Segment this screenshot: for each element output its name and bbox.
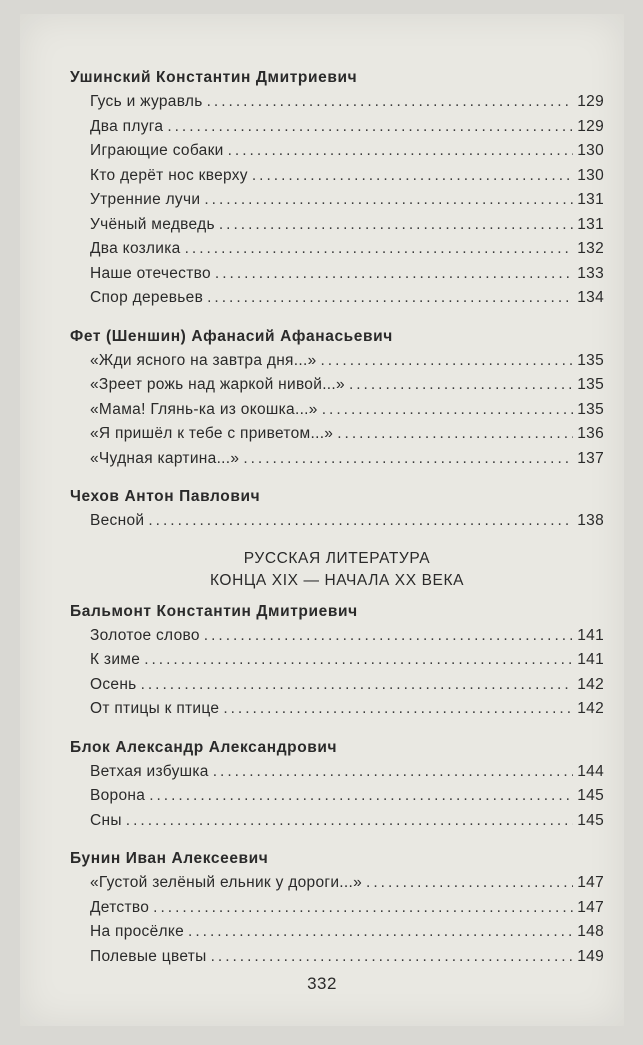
entry-page-number: 145 bbox=[577, 787, 604, 804]
entry-page-number: 142 bbox=[577, 675, 604, 693]
toc-entry bbox=[70, 871, 604, 896]
dot-leader bbox=[188, 920, 573, 945]
dot-leader bbox=[141, 673, 574, 698]
toc-entry bbox=[70, 115, 604, 140]
entry-page-number: 138 bbox=[577, 512, 604, 529]
entry-title: Ворона bbox=[90, 787, 146, 804]
entry-page-number: 148 bbox=[577, 923, 604, 940]
entry-title: Два козлика bbox=[90, 240, 181, 257]
entry-page-number: 135 bbox=[577, 351, 604, 369]
entry-title: «Жди ясного на завтра дня...» bbox=[90, 351, 317, 369]
entry-page-number: 141 bbox=[577, 651, 604, 668]
entry-title: «Густой зелёный ельник у дороги...» bbox=[90, 874, 363, 891]
toc-entry bbox=[70, 809, 604, 834]
dot-leader bbox=[243, 447, 573, 472]
toc-entry bbox=[70, 286, 604, 311]
entry-title: Гусь и журавль bbox=[90, 93, 203, 110]
entry-page-number: 141 bbox=[577, 626, 604, 644]
toc-entry bbox=[70, 509, 604, 534]
section-heading-line-2: КОНЦА XIX — НАЧАЛА XX ВЕКА bbox=[209, 571, 465, 589]
toc-entry bbox=[70, 920, 604, 945]
toc-block-turn-of-century bbox=[70, 600, 604, 970]
entry-page-number: 147 bbox=[577, 874, 604, 891]
entry-page-number: 149 bbox=[577, 947, 604, 965]
entry-page-number: 135 bbox=[577, 400, 604, 418]
entry-title: Осень bbox=[90, 675, 137, 693]
entry-title: Золотое слово bbox=[90, 626, 200, 644]
dot-leader bbox=[207, 90, 574, 115]
toc-entry bbox=[70, 447, 604, 472]
author-heading: Блок Александр Александрович bbox=[70, 738, 338, 756]
toc-entry bbox=[70, 262, 604, 287]
toc-entry bbox=[70, 188, 604, 213]
entry-page-number: 145 bbox=[577, 811, 604, 829]
entry-title: Полевые цветы bbox=[90, 947, 207, 965]
book-page bbox=[20, 14, 624, 1026]
toc-entry bbox=[70, 673, 604, 698]
toc-entry bbox=[70, 349, 604, 374]
dot-leader bbox=[215, 262, 573, 287]
author-heading: Бальмонт Константин Дмитриевич bbox=[70, 602, 358, 620]
dot-leader bbox=[223, 697, 573, 722]
dot-leader bbox=[148, 509, 573, 534]
entry-page-number: 142 bbox=[577, 700, 604, 717]
dot-leader bbox=[322, 398, 574, 423]
entry-page-number: 133 bbox=[577, 264, 604, 282]
entry-page-number: 136 bbox=[577, 425, 604, 442]
author-heading: Бунин Иван Алексеевич bbox=[70, 850, 269, 867]
entry-page-number: 134 bbox=[577, 289, 604, 306]
entry-title: «Я пришёл к тебе с приветом...» bbox=[90, 425, 334, 442]
toc-block-19th-century bbox=[70, 66, 604, 534]
toc-entry bbox=[70, 945, 604, 970]
toc-entry bbox=[70, 697, 604, 722]
dot-leader bbox=[207, 286, 573, 311]
entry-title: «Чудная картина...» bbox=[90, 449, 240, 467]
dot-leader bbox=[204, 624, 573, 649]
toc-entry bbox=[70, 760, 604, 785]
toc-entry bbox=[70, 164, 604, 189]
dot-leader bbox=[167, 115, 573, 140]
entry-title: От птицы к птице bbox=[90, 700, 220, 717]
entry-title: Два плуга bbox=[90, 117, 164, 135]
entry-page-number: 144 bbox=[577, 762, 604, 780]
entry-title: Ветхая избушка bbox=[90, 762, 209, 780]
section-heading-line-1: РУССКАЯ ЛИТЕРАТУРА bbox=[243, 549, 431, 567]
group-spacer bbox=[70, 471, 604, 485]
dot-leader bbox=[213, 760, 574, 785]
toc-entry bbox=[70, 373, 604, 398]
toc-entry bbox=[70, 139, 604, 164]
toc-entry bbox=[70, 237, 604, 262]
toc-entry bbox=[70, 896, 604, 921]
entry-page-number: 137 bbox=[577, 449, 604, 467]
entry-page-number: 147 bbox=[577, 898, 604, 916]
dot-leader bbox=[321, 349, 574, 374]
table-of-contents bbox=[70, 66, 604, 969]
dot-leader bbox=[211, 945, 574, 970]
dot-leader bbox=[144, 648, 573, 673]
dot-leader bbox=[185, 237, 574, 262]
author-heading: Чехов Антон Павлович bbox=[70, 488, 261, 505]
entry-title: Кто дерёт нос кверху bbox=[90, 166, 248, 184]
entry-title: Утренние лучи bbox=[90, 191, 201, 208]
author-heading: Ушинский Константин Дмитриевич bbox=[70, 69, 358, 86]
entry-page-number: 129 bbox=[577, 117, 604, 135]
dot-leader bbox=[366, 871, 573, 896]
group-spacer bbox=[70, 722, 604, 736]
entry-title: Спор деревьев bbox=[90, 289, 204, 306]
dot-leader bbox=[153, 896, 573, 921]
dot-leader bbox=[149, 784, 573, 809]
dot-leader bbox=[349, 373, 573, 398]
toc-entry bbox=[70, 648, 604, 673]
entry-page-number: 129 bbox=[577, 93, 604, 110]
entry-page-number: 131 bbox=[577, 215, 604, 233]
section-heading bbox=[70, 548, 604, 592]
entry-title: Весной bbox=[90, 512, 145, 529]
toc-entry bbox=[70, 624, 604, 649]
entry-title: Играющие собаки bbox=[90, 142, 224, 159]
entry-title: На просёлке bbox=[90, 923, 185, 940]
entry-page-number: 132 bbox=[577, 240, 604, 257]
dot-leader bbox=[252, 164, 573, 189]
dot-leader bbox=[219, 213, 573, 238]
dot-leader bbox=[228, 139, 574, 164]
entry-page-number: 130 bbox=[577, 142, 604, 159]
entry-title: Детство bbox=[90, 898, 150, 916]
page-number: 332 bbox=[307, 974, 337, 993]
toc-entry bbox=[70, 213, 604, 238]
entry-title: Наше отечество bbox=[90, 264, 211, 282]
group-spacer bbox=[70, 311, 604, 325]
group-spacer bbox=[70, 833, 604, 847]
toc-entry bbox=[70, 398, 604, 423]
entry-title: Сны bbox=[90, 811, 122, 829]
entry-page-number: 135 bbox=[577, 376, 604, 393]
toc-entry bbox=[70, 90, 604, 115]
toc-entry bbox=[70, 784, 604, 809]
entry-title: «Мама! Глянь-ка из окошка...» bbox=[90, 400, 318, 418]
entry-title: К зиме bbox=[90, 651, 141, 668]
toc-entry bbox=[70, 422, 604, 447]
entry-page-number: 130 bbox=[577, 166, 604, 184]
author-heading: Фет (Шеншин) Афанасий Афанасьевич bbox=[70, 327, 393, 345]
entry-title: Учёный медведь bbox=[90, 215, 215, 233]
dot-leader bbox=[337, 422, 573, 447]
entry-title: «Зреет рожь над жаркой нивой...» bbox=[90, 376, 345, 393]
dot-leader bbox=[126, 809, 573, 834]
entry-page-number: 131 bbox=[577, 191, 604, 208]
dot-leader bbox=[204, 188, 573, 213]
